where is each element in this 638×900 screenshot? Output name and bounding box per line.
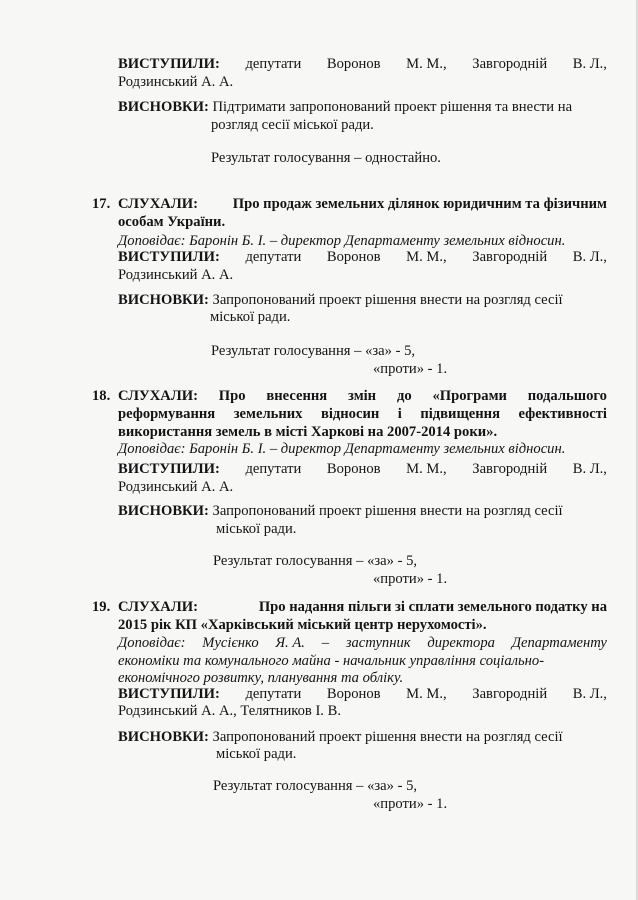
item19-dopovidae-line2: економіки та комунального майна - начальник управління соціально- (118, 653, 545, 669)
intro-vystupyly-row (118, 56, 607, 73)
intro-vystupyly-word: Завгородній (472, 56, 548, 72)
item19-dopovidae-line3: економічного розвитку, планування та обліку. (118, 670, 404, 686)
item18-title-word: внесення (266, 388, 328, 404)
item18-vysnovky-line1 (118, 503, 563, 520)
item17-vysnovky-label: ВИСНОВКИ: (118, 292, 209, 308)
item18-title-word: Про (218, 388, 246, 404)
intro-vysnovky-line2: розгляд сесії міської ради. (211, 117, 374, 133)
item18-vystupyly-row (118, 461, 607, 478)
item18-title-word: земельних (233, 406, 303, 422)
item19-vysnovky-text: Запропонований проект рішення внести на розгляд сесії (212, 729, 563, 745)
intro-result: Результат голосування – одностайно. (211, 150, 441, 166)
item17-vystupyly-row (118, 249, 607, 266)
item17-vystupyly-word: Воронов (326, 249, 381, 265)
item19-vystupyly-word: Воронов (326, 686, 381, 702)
item19-vystupyly-row (118, 686, 607, 703)
intro-vystupyly-word: депутати (245, 56, 302, 72)
item19-result-proty: «проти» - 1. (373, 796, 448, 812)
item18-title-word: змін (348, 388, 377, 404)
item17-vystupyly-word: Завгородній (472, 249, 548, 265)
item19-dopovidae-word: Департаменту (511, 635, 607, 651)
item19-dopovidae-word: Я. А. (275, 635, 305, 651)
item17-dopovidae: Доповідає: Баронін Б. І. – директор Департаменту земельних відносин. (118, 233, 566, 249)
item17-title-line1 (118, 196, 607, 213)
item19-title-line2: 2015 рік КП «Харківський міський центр нерухомості». (118, 617, 487, 633)
item19-sluhaly-label: СЛУХАЛИ: (118, 599, 198, 615)
item18-vystupyly-word: В. Л., (572, 461, 607, 477)
item18-result-za: Результат голосування – «за» - 5, (213, 553, 418, 569)
item19-number: 19. (92, 599, 111, 615)
item18-dopovidae: Доповідає: Баронін Б. І. – директор Департаменту земельних відносин. (118, 441, 566, 457)
item19-dopovidae-word: Мусієнко (202, 635, 259, 651)
item18-title-word: реформування (118, 406, 216, 422)
item19-title-text: Про надання пільги зі сплати земельного податку на (258, 599, 607, 615)
intro-vystupyly-label: ВИСТУПИЛИ: (118, 56, 220, 72)
item17-title-line2: особам України. (118, 214, 226, 230)
item18-result-proty: «проти» - 1. (373, 571, 448, 587)
item17-number: 17. (92, 196, 111, 212)
intro-vystupyly-word: Воронов (326, 56, 381, 72)
item18-title-word: ефективності (518, 406, 607, 422)
item18-title-line2 (118, 406, 607, 423)
item19-dopovidae-word: Доповідає: (118, 635, 186, 651)
item18-title-word: подальшого (527, 388, 607, 404)
intro-vystupyly-cont: Родзинський А. А. (118, 74, 234, 90)
intro-vysnovky-label: ВИСНОВКИ: (118, 99, 209, 115)
item19-vystupyly-label: ВИСТУПИЛИ: (118, 686, 220, 702)
item17-sluhaly-label: СЛУХАЛИ: (118, 196, 198, 212)
item18-title-word: і (397, 406, 402, 422)
item18-title-word: до (396, 388, 412, 404)
item19-dopovidae-word: заступник (345, 635, 411, 651)
item18-vysnovky-label: ВИСНОВКИ: (118, 503, 209, 519)
item18-vystupyly-label: ВИСТУПИЛИ: (118, 461, 220, 477)
item17-vysnovky-line1 (118, 292, 563, 309)
intro-vysnovky-text: Підтримати запропонований проект рішення та внести на (212, 99, 573, 115)
item18-number: 18. (92, 388, 111, 404)
item18-title-word: підвищення (420, 406, 500, 422)
item19-vystupyly-word: Завгородній (472, 686, 548, 702)
item19-vysnovky-line2: міської ради. (216, 746, 297, 762)
item19-vysnovky-line1 (118, 729, 563, 746)
item19-title-line1 (118, 599, 607, 616)
item17-result-proty: «проти» - 1. (373, 361, 448, 377)
item18-title-line3: використання земель в місті Харкові на 2007-2014 роки». (118, 424, 498, 440)
item17-vysnovky-text: Запропонований проект рішення внести на розгляд сесії (212, 292, 563, 308)
item18-vystupyly-cont: Родзинський А. А. (118, 479, 234, 495)
item19-dopovidae-word: директора (427, 635, 495, 651)
item18-sluhaly-label: СЛУХАЛИ: (118, 388, 198, 404)
item18-title-word: відносин (320, 406, 380, 422)
intro-vystupyly-word: В. Л., (572, 56, 607, 72)
item18-title-word: «Програми (432, 388, 507, 404)
item17-vystupyly-word: В. Л., (572, 249, 607, 265)
intro-vystupyly-word: М. М., (406, 56, 447, 72)
item19-result-za: Результат голосування – «за» - 5, (213, 778, 418, 794)
item18-vystupyly-word: депутати (245, 461, 302, 477)
item19-dopovidae-line1 (118, 635, 607, 652)
intro-vysnovky-line1 (118, 99, 572, 116)
item19-dopovidae-word: – (321, 635, 329, 651)
item17-result-za: Результат голосування – «за» - 5, (211, 343, 416, 359)
item19-vystupyly-word: депутати (245, 686, 302, 702)
item18-title-line1 (118, 388, 607, 405)
item17-title-text: Про продаж земельних ділянок юридичним та фізичним (232, 196, 607, 212)
item19-vysnovky-label: ВИСНОВКИ: (118, 729, 209, 745)
item18-vysnovky-text: Запропонований проект рішення внести на розгляд сесії (212, 503, 563, 519)
item17-vystupyly-cont: Родзинський А. А. (118, 267, 234, 283)
item17-vystupyly-label: ВИСТУПИЛИ: (118, 249, 220, 265)
item17-vystupyly-word: депутати (245, 249, 302, 265)
item17-vystupyly-word: М. М., (406, 249, 447, 265)
item19-vystupyly-cont: Родзинський А. А., Телятников І. В. (118, 703, 341, 719)
item19-vystupyly-word: М. М., (406, 686, 447, 702)
item19-vystupyly-word: В. Л., (572, 686, 607, 702)
item18-vystupyly-word: М. М., (406, 461, 447, 477)
item17-vysnovky-line2: міської ради. (210, 309, 291, 325)
item18-vysnovky-line2: міської ради. (216, 521, 297, 537)
item18-vystupyly-word: Завгородній (472, 461, 548, 477)
item18-vystupyly-word: Воронов (326, 461, 381, 477)
